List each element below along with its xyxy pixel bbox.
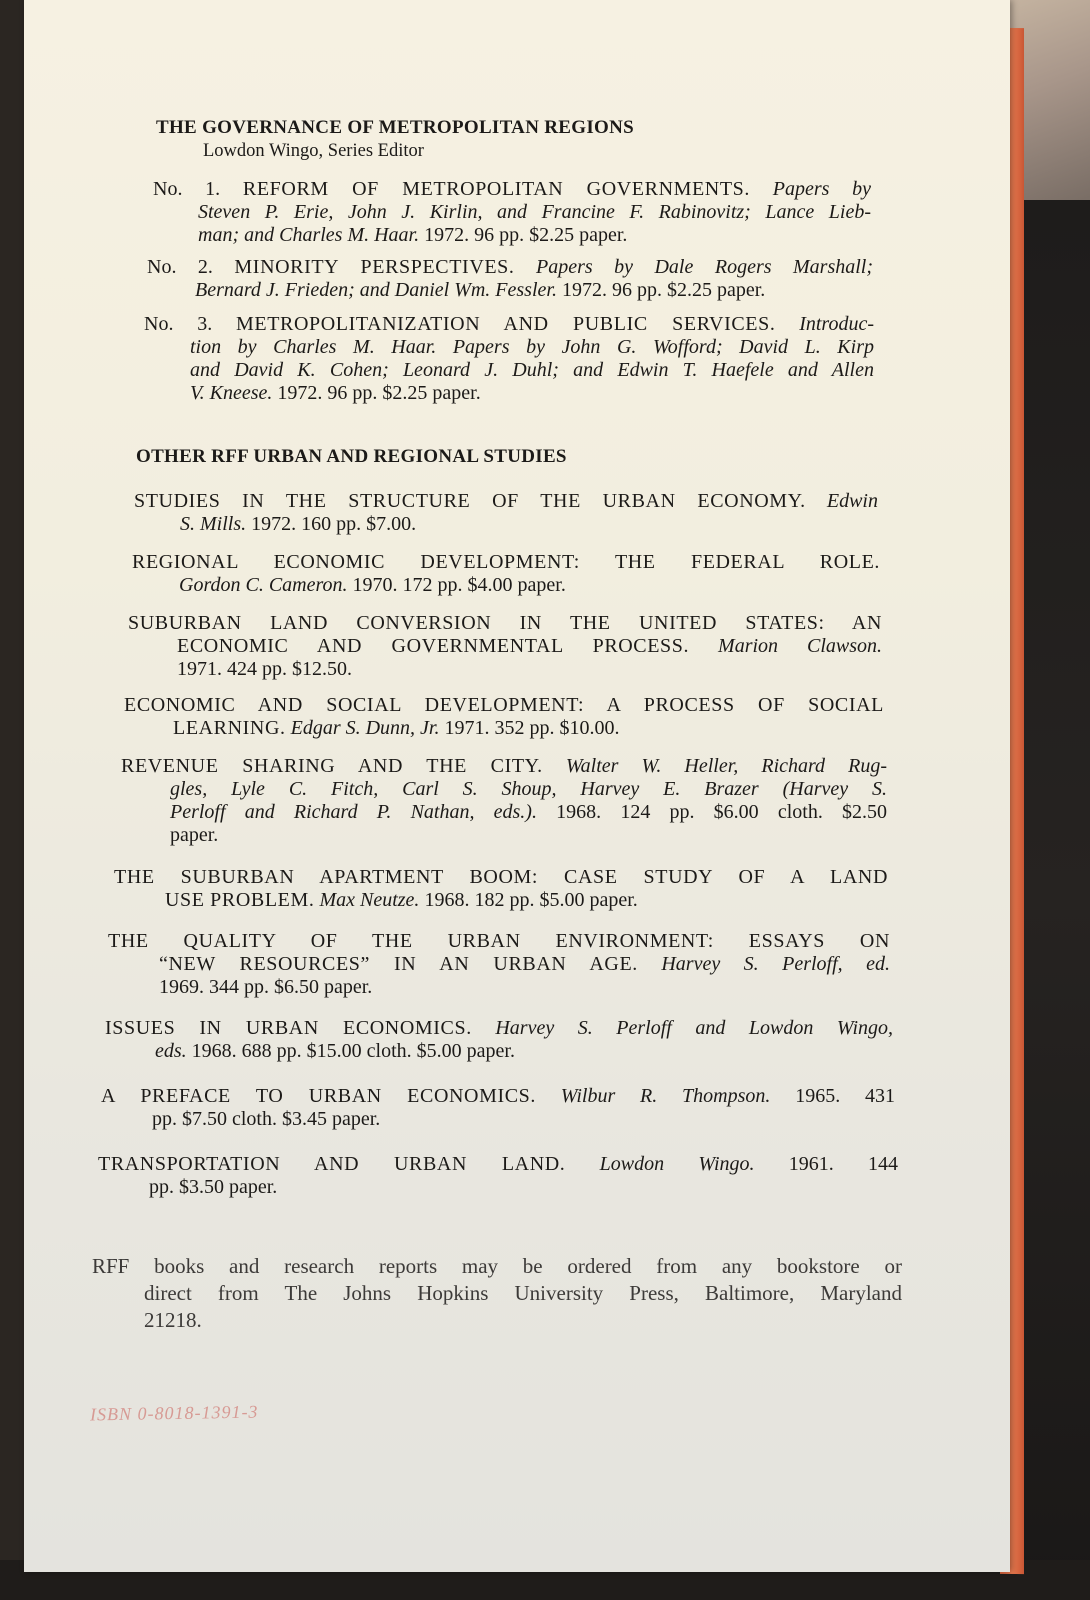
entry-details: 1965. 431 (795, 1085, 895, 1107)
entry-authors: Introduc- (799, 313, 875, 335)
entry-title: METROPOLITANIZATION AND PUBLIC SERVICES. (236, 313, 776, 335)
entry-details: pp. $3.50 paper. (149, 1176, 278, 1198)
series-entry-3 (144, 313, 874, 405)
entry-authors: V. Kneese. (190, 382, 273, 404)
entry-title: ECONOMIC AND SOCIAL DEVELOPMENT: A PROCESS OF SOCIAL (124, 694, 884, 716)
series-title: THE GOVERNANCE OF METROPOLITAN REGIONS (156, 117, 635, 138)
entry-authors: gles, Lyle C. Fitch, Carl S. Shoup, Harvey E. Brazer (Harvey S. (170, 778, 887, 800)
entry-title: STUDIES IN THE STRUCTURE OF THE URBAN ECONOMY. (134, 490, 806, 512)
entry-authors: tion by Charles M. Haar. Papers by John G. Wofford; David L. Kirp (190, 336, 874, 358)
other-entry-9 (101, 1085, 895, 1131)
entry-number: No. 3. (144, 313, 213, 335)
entry-authors: Bernard J. Frieden; and Daniel Wm. Fessler. (195, 279, 557, 301)
entry-title: REGIONAL ECONOMIC DEVELOPMENT: THE FEDERAL ROLE. (132, 551, 880, 573)
entry-title: TRANSPORTATION AND URBAN LAND. (98, 1153, 566, 1175)
entry-authors: Perloff and Richard P. Nathan, eds.). (170, 801, 537, 823)
ordering-note-line: RFF books and research reports may be ordered from any bookstore or (92, 1254, 902, 1278)
entry-authors: and David K. Cohen; Leonard J. Duhl; and Edwin T. Haefele and Allen (190, 359, 874, 381)
entry-authors: S. Mills. (180, 513, 247, 535)
series-entry-2 (147, 256, 873, 302)
entry-details: paper. (170, 824, 219, 846)
entry-authors: man; and Charles M. Haar. (198, 224, 420, 246)
entry-details: 1968. 688 pp. $15.00 cloth. $5.00 paper. (191, 1040, 515, 1062)
series-editor: Lowdon Wingo, Series Editor (203, 141, 424, 161)
entry-details: 1968. 124 pp. $6.00 cloth. $2.50 (556, 801, 888, 823)
entry-title: LEARNING. (173, 717, 286, 739)
other-entry-6 (114, 866, 888, 912)
entry-details: 1972. 96 pp. $2.25 paper. (424, 224, 628, 246)
entry-authors: Steven P. Erie, John J. Kirlin, and Francine F. Rabinovitz; Lance Lieb- (198, 201, 871, 223)
entry-details: 1971. 352 pp. $10.00. (444, 717, 620, 739)
entry-authors: Papers by Dale Rogers Marshall; (535, 256, 873, 278)
other-entry-3 (128, 612, 882, 681)
entry-details: 1972. 96 pp. $2.25 paper. (561, 279, 766, 301)
entry-details: 1970. 172 pp. $4.00 paper. (352, 574, 566, 596)
entry-title: ISSUES IN URBAN ECONOMICS. (105, 1017, 472, 1039)
isbn-stamp: ISBN 0-8018-1391-3 (89, 1401, 259, 1425)
entry-authors: Marion Clawson. (718, 635, 882, 657)
entry-title: SUBURBAN LAND CONVERSION IN THE UNITED STATES: AN (128, 612, 882, 634)
entry-authors: Lowdon Wingo. (599, 1153, 755, 1175)
ordering-note (92, 1253, 902, 1334)
entry-details: 1968. 182 pp. $5.00 paper. (424, 889, 638, 911)
entry-authors: Edgar S. Dunn, Jr. (290, 717, 440, 739)
entry-authors: Papers by (772, 178, 872, 200)
entry-authors: Wilbur R. Thompson. (560, 1085, 771, 1107)
other-studies-title: OTHER RFF URBAN AND REGIONAL STUDIES (136, 446, 567, 467)
entry-details: 1961. 144 (788, 1153, 898, 1175)
entry-number: No. 2. (147, 256, 213, 278)
entry-authors: Harvey S. Perloff, ed. (661, 953, 891, 975)
entry-number: No. 1. (153, 178, 221, 200)
other-entry-7 (108, 930, 890, 999)
series-entry-1 (153, 178, 871, 247)
entry-details: pp. $7.50 cloth. $3.45 paper. (152, 1108, 381, 1130)
entry-authors: Edwin (826, 490, 878, 512)
entry-title: ECONOMIC AND GOVERNMENTAL PROCESS. (177, 635, 690, 657)
ordering-note-line: direct from The Johns Hopkins University Press, Baltimore, Maryland (144, 1281, 902, 1305)
entry-authors: Max Neutze. (319, 889, 420, 911)
entry-title: USE PROBLEM. (165, 889, 315, 911)
entry-authors: eds. (155, 1040, 187, 1062)
entry-details: 1971. 424 pp. $12.50. (177, 658, 352, 680)
entry-title: REFORM OF METROPOLITAN GOVERNMENTS. (242, 178, 750, 200)
other-entry-5 (121, 755, 887, 847)
entry-authors: Walter W. Heller, Richard Rug- (565, 755, 887, 777)
other-entry-4 (124, 694, 884, 740)
entry-details: 1972. 160 pp. $7.00. (251, 513, 417, 535)
entry-title: A PREFACE TO URBAN ECONOMICS. (101, 1085, 536, 1107)
entry-title: MINORITY PERSPECTIVES. (234, 256, 515, 278)
entry-title: THE SUBURBAN APARTMENT BOOM: CASE STUDY OF A LAND (114, 866, 888, 888)
entry-title: “NEW RESOURCES” IN AN URBAN AGE. (159, 953, 638, 975)
entry-authors: Gordon C. Cameron. (179, 574, 348, 596)
entry-details: 1969. 344 pp. $6.50 paper. (159, 976, 373, 998)
ordering-note-line: 21218. (144, 1308, 202, 1332)
entry-title: REVENUE SHARING AND THE CITY. (121, 755, 543, 777)
entry-details: 1972. 96 pp. $2.25 paper. (277, 382, 481, 404)
other-entry-8 (105, 1017, 893, 1063)
other-entry-2 (132, 551, 880, 597)
entry-authors: Harvey S. Perloff and Lowdon Wingo, (495, 1017, 894, 1039)
entry-title: THE QUALITY OF THE URBAN ENVIRONMENT: ESSAYS ON (108, 930, 890, 952)
other-entry-10 (98, 1153, 898, 1199)
other-entry-1 (134, 490, 878, 536)
